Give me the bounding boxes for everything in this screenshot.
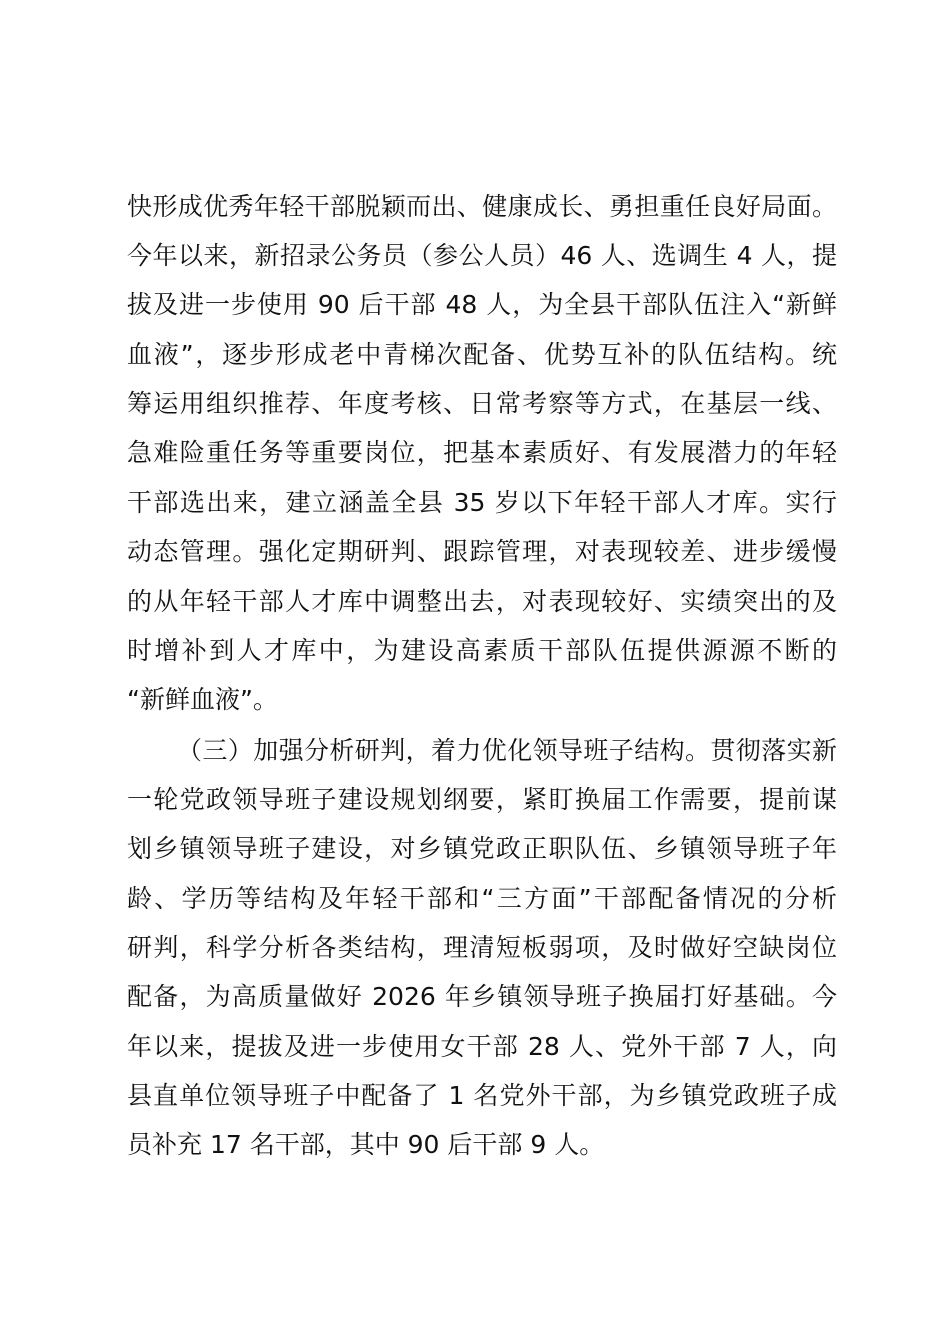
text-line-3: 拔及进一步使用 90 后干部 48 人，为全县干部队伍注入“新鲜 [127,290,837,319]
text-line-9: 的从年轻干部人才库中调整出去，对表现较好、实绩突出的及 [127,587,837,616]
text-line-5: 筹运用组织推荐、年度考核、日常考察等方式，在基层一线、 [127,389,837,418]
text-line-19: 县直单位领导班子中配备了 1 名党外干部，为乡镇党政班子成 [127,1081,837,1110]
text-line-18: 年以来，提拔及进一步使用女干部 28 人、党外干部 7 人，向 [127,1032,837,1061]
text-line-4: 血液”，逐步形成老中青梯次配备、优势互补的队伍结构。统 [127,340,837,369]
text-line-17: 配备，为高质量做好 2026 年乡镇领导班子换届打好基础。今 [127,982,837,1011]
text-line-6: 急难险重任务等重要岗位，把基本素质好、有发展潜力的年轻 [127,438,837,467]
text-line-14: 划乡镇领导班子建设，对乡镇党政正职队伍、乡镇领导班子年 [127,834,837,863]
text-line-13: 一轮党政领导班子建设规划纲要，紧盯换届工作需要，提前谋 [127,785,837,814]
section-heading-line: （三）加强分析研判，着力优化领导班子结构。贯彻落实新 [177,736,837,765]
text-line-20: 员补充 17 名干部，其中 90 后干部 9 人。 [127,1130,605,1159]
text-line-7: 干部选出来，建立涵盖全县 35 岁以下年轻干部人才库。实行 [127,488,837,517]
text-line-11: “新鲜血液”。 [127,685,278,714]
text-line-15: 龄、学历等结构及年轻干部和“三方面”干部配备情况的分析 [127,884,837,913]
text-line-2: 今年以来，新招录公务员（参公人员）46 人、选调生 4 人，提 [127,241,837,270]
text-line-16: 研判，科学分析各类结构，理清短板弱项，及时做好空缺岗位 [127,933,837,962]
text-line-1: 快形成优秀年轻干部脱颖而出、健康成长、勇担重任良好局面。 [127,192,837,221]
text-line-8: 动态管理。强化定期研判、跟踪管理，对表现较差、进步缓慢 [127,537,837,566]
text-line-10: 时增补到人才库中，为建设高素质干部队伍提供源源不断的 [127,636,837,665]
